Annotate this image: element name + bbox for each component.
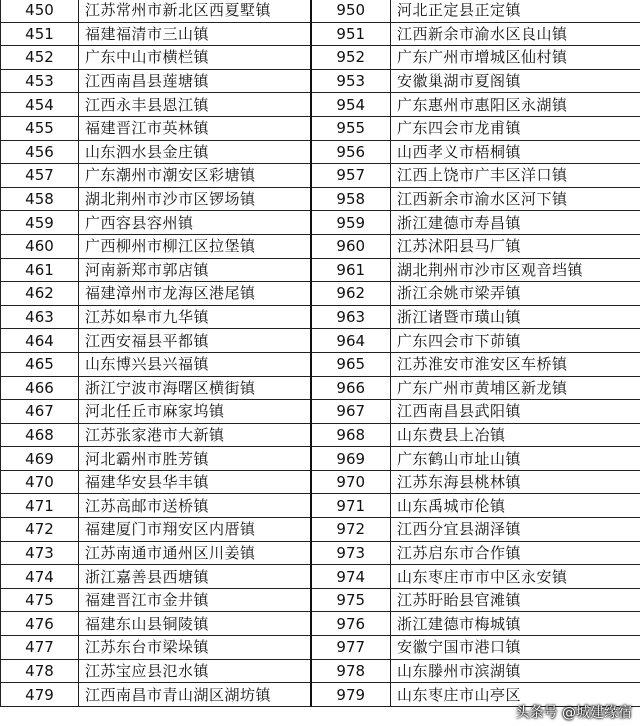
right-town-cell: 山东禹城市伦镇 [391,494,640,518]
right-rank-cell: 976 [311,612,391,636]
left-town-cell: 江苏张家港市大新镇 [79,423,311,447]
right-town-cell: 江西南昌县武阳镇 [391,400,640,424]
right-rank-cell: 977 [311,636,391,660]
left-rank-cell: 469 [1,447,79,471]
left-town-cell: 福建华安县华丰镇 [79,470,311,494]
right-rank-cell: 965 [311,352,391,376]
left-town-cell: 江苏宝应县氾水镇 [79,659,311,683]
table-row [1,588,640,612]
right-town-cell: 安徽巢湖市夏阁镇 [391,69,640,93]
right-town-cell: 山东枣庄市山亭区 [391,683,640,707]
left-town-cell: 江苏南通市通州区川姜镇 [79,541,311,565]
table-row [1,258,640,282]
left-rank-cell: 460 [1,234,79,258]
left-rank-cell: 454 [1,93,79,117]
left-rank-cell: 476 [1,612,79,636]
left-rank-cell: 456 [1,140,79,164]
right-town-cell: 江西新余市渝水区河下镇 [391,187,640,211]
right-rank-cell: 952 [311,46,391,70]
left-rank-cell: 455 [1,116,79,140]
left-rank-cell: 470 [1,470,79,494]
left-rank-cell: 450 [1,0,79,22]
right-town-cell: 山东费县上冶镇 [391,423,640,447]
right-rank-cell: 974 [311,565,391,589]
table-row [1,447,640,471]
left-town-cell: 广东潮州市潮安区彩塘镇 [79,164,311,188]
table-row [1,541,640,565]
right-rank-cell: 979 [311,683,391,707]
table-row [1,22,640,46]
table-row [1,636,640,660]
right-town-cell: 广东广州市黄埔区新龙镇 [391,376,640,400]
right-rank-cell: 971 [311,494,391,518]
right-town-cell: 江苏淮安市淮安区车桥镇 [391,352,640,376]
table-row [1,494,640,518]
right-town-cell: 浙江诸暨市璜山镇 [391,305,640,329]
left-town-cell: 广西柳州市柳江区拉堡镇 [79,234,311,258]
left-rank-cell: 461 [1,258,79,282]
table-row [1,116,640,140]
left-town-cell: 山东博兴县兴福镇 [79,352,311,376]
left-rank-cell: 477 [1,636,79,660]
right-rank-cell: 950 [311,0,391,22]
table-row [1,376,640,400]
right-town-cell: 江西新余市渝水区良山镇 [391,22,640,46]
left-town-cell: 福建厦门市翔安区内厝镇 [79,518,311,542]
right-town-cell: 广东四会市龙甫镇 [391,116,640,140]
left-rank-cell: 479 [1,683,79,707]
right-town-cell: 河北正定县正定镇 [391,0,640,22]
left-town-cell: 江西永丰县恩江镇 [79,93,311,117]
left-rank-cell: 458 [1,187,79,211]
right-rank-cell: 972 [311,518,391,542]
right-town-cell: 江西上饶市广丰区洋口镇 [391,164,640,188]
right-town-cell: 山东滕州市滨湖镇 [391,659,640,683]
right-rank-cell: 960 [311,234,391,258]
right-town-cell: 江苏沭阳县马厂镇 [391,234,640,258]
table-row [1,187,640,211]
right-rank-cell: 953 [311,69,391,93]
left-rank-cell: 472 [1,518,79,542]
table-row [1,164,640,188]
table-row [1,69,640,93]
right-town-cell: 广东广州市增城区仙村镇 [391,46,640,70]
left-rank-cell: 453 [1,69,79,93]
table-row [1,565,640,589]
left-town-cell: 江苏如皋市九华镇 [79,305,311,329]
left-rank-cell: 475 [1,588,79,612]
right-town-cell: 江苏启东市合作镇 [391,541,640,565]
right-rank-cell: 975 [311,588,391,612]
table-row [1,518,640,542]
left-town-cell: 江苏常州市新北区西夏墅镇 [79,0,311,22]
right-town-cell: 江西分宜县湖泽镇 [391,518,640,542]
right-rank-cell: 970 [311,470,391,494]
table-row [1,234,640,258]
left-rank-cell: 463 [1,305,79,329]
left-rank-cell: 474 [1,565,79,589]
left-town-cell: 江西南昌县莲塘镇 [79,69,311,93]
right-rank-cell: 978 [311,659,391,683]
left-town-cell: 江西安福县平都镇 [79,329,311,353]
left-town-cell: 河南新郑市郭店镇 [79,258,311,282]
right-rank-cell: 973 [311,541,391,565]
left-town-cell: 河北霸州市胜芳镇 [79,447,311,471]
right-rank-cell: 967 [311,400,391,424]
right-rank-cell: 959 [311,211,391,235]
right-rank-cell: 961 [311,258,391,282]
right-rank-cell: 954 [311,93,391,117]
left-town-cell: 福建漳州市龙海区港尾镇 [79,282,311,306]
right-town-cell: 山东枣庄市市中区永安镇 [391,565,640,589]
left-town-cell: 浙江嘉善县西塘镇 [79,565,311,589]
right-town-cell: 山西孝义市梧桐镇 [391,140,640,164]
table-row [1,612,640,636]
left-rank-cell: 466 [1,376,79,400]
left-town-cell: 山东泗水县金庄镇 [79,140,311,164]
left-rank-cell: 468 [1,423,79,447]
right-rank-cell: 958 [311,187,391,211]
right-town-cell: 浙江余姚市梁弄镇 [391,282,640,306]
table-row [1,140,640,164]
left-town-cell: 江西南昌市青山湖区湖坊镇 [79,683,311,707]
left-town-cell: 福建福清市三山镇 [79,22,311,46]
left-rank-cell: 464 [1,329,79,353]
left-town-cell: 河北任丘市麻家坞镇 [79,400,311,424]
table-row [1,46,640,70]
left-town-cell: 福建晋江市金井镇 [79,588,311,612]
table-row [1,423,640,447]
left-town-cell: 广西容县容州镇 [79,211,311,235]
left-town-cell: 福建晋江市英林镇 [79,116,311,140]
table-row [1,352,640,376]
left-rank-cell: 459 [1,211,79,235]
left-rank-cell: 465 [1,352,79,376]
table-row [1,93,640,117]
left-rank-cell: 473 [1,541,79,565]
table-row [1,282,640,306]
right-town-cell: 广东四会市下茆镇 [391,329,640,353]
right-rank-cell: 956 [311,140,391,164]
left-rank-cell: 467 [1,400,79,424]
table-row [1,400,640,424]
table-row [1,329,640,353]
watermark: 头条号 @城建缘宿 [515,705,632,721]
right-rank-cell: 966 [311,376,391,400]
table-row [1,211,640,235]
left-town-cell: 福建东山县铜陵镇 [79,612,311,636]
right-town-cell: 江苏盱眙县官滩镇 [391,588,640,612]
right-rank-cell: 964 [311,329,391,353]
left-rank-cell: 457 [1,164,79,188]
table-row [1,0,640,22]
table-row [1,659,640,683]
right-town-cell: 广东惠州市惠阳区永湖镇 [391,93,640,117]
right-rank-cell: 962 [311,282,391,306]
table-row [1,470,640,494]
right-rank-cell: 955 [311,116,391,140]
right-rank-cell: 951 [311,22,391,46]
table-body [1,0,640,706]
left-rank-cell: 471 [1,494,79,518]
right-rank-cell: 969 [311,447,391,471]
right-rank-cell: 968 [311,423,391,447]
right-town-cell: 浙江建德市寿昌镇 [391,211,640,235]
left-town-cell: 湖北荆州市沙市区锣场镇 [79,187,311,211]
right-town-cell: 湖北荆州市沙市区观音垱镇 [391,258,640,282]
left-town-cell: 广东中山市横栏镇 [79,46,311,70]
right-town-cell: 广东鹤山市址山镇 [391,447,640,471]
left-rank-cell: 452 [1,46,79,70]
right-rank-cell: 963 [311,305,391,329]
left-rank-cell: 451 [1,22,79,46]
right-rank-cell: 957 [311,164,391,188]
left-rank-cell: 478 [1,659,79,683]
right-town-cell: 浙江建德市梅城镇 [391,612,640,636]
right-town-cell: 江苏东海县桃林镇 [391,470,640,494]
left-town-cell: 江苏高邮市送桥镇 [79,494,311,518]
left-town-cell: 江苏东台市梁垛镇 [79,636,311,660]
left-rank-cell: 462 [1,282,79,306]
right-town-cell: 安徽宁国市港口镇 [391,636,640,660]
left-town-cell: 浙江宁波市海曙区横街镇 [79,376,311,400]
table-row [1,305,640,329]
